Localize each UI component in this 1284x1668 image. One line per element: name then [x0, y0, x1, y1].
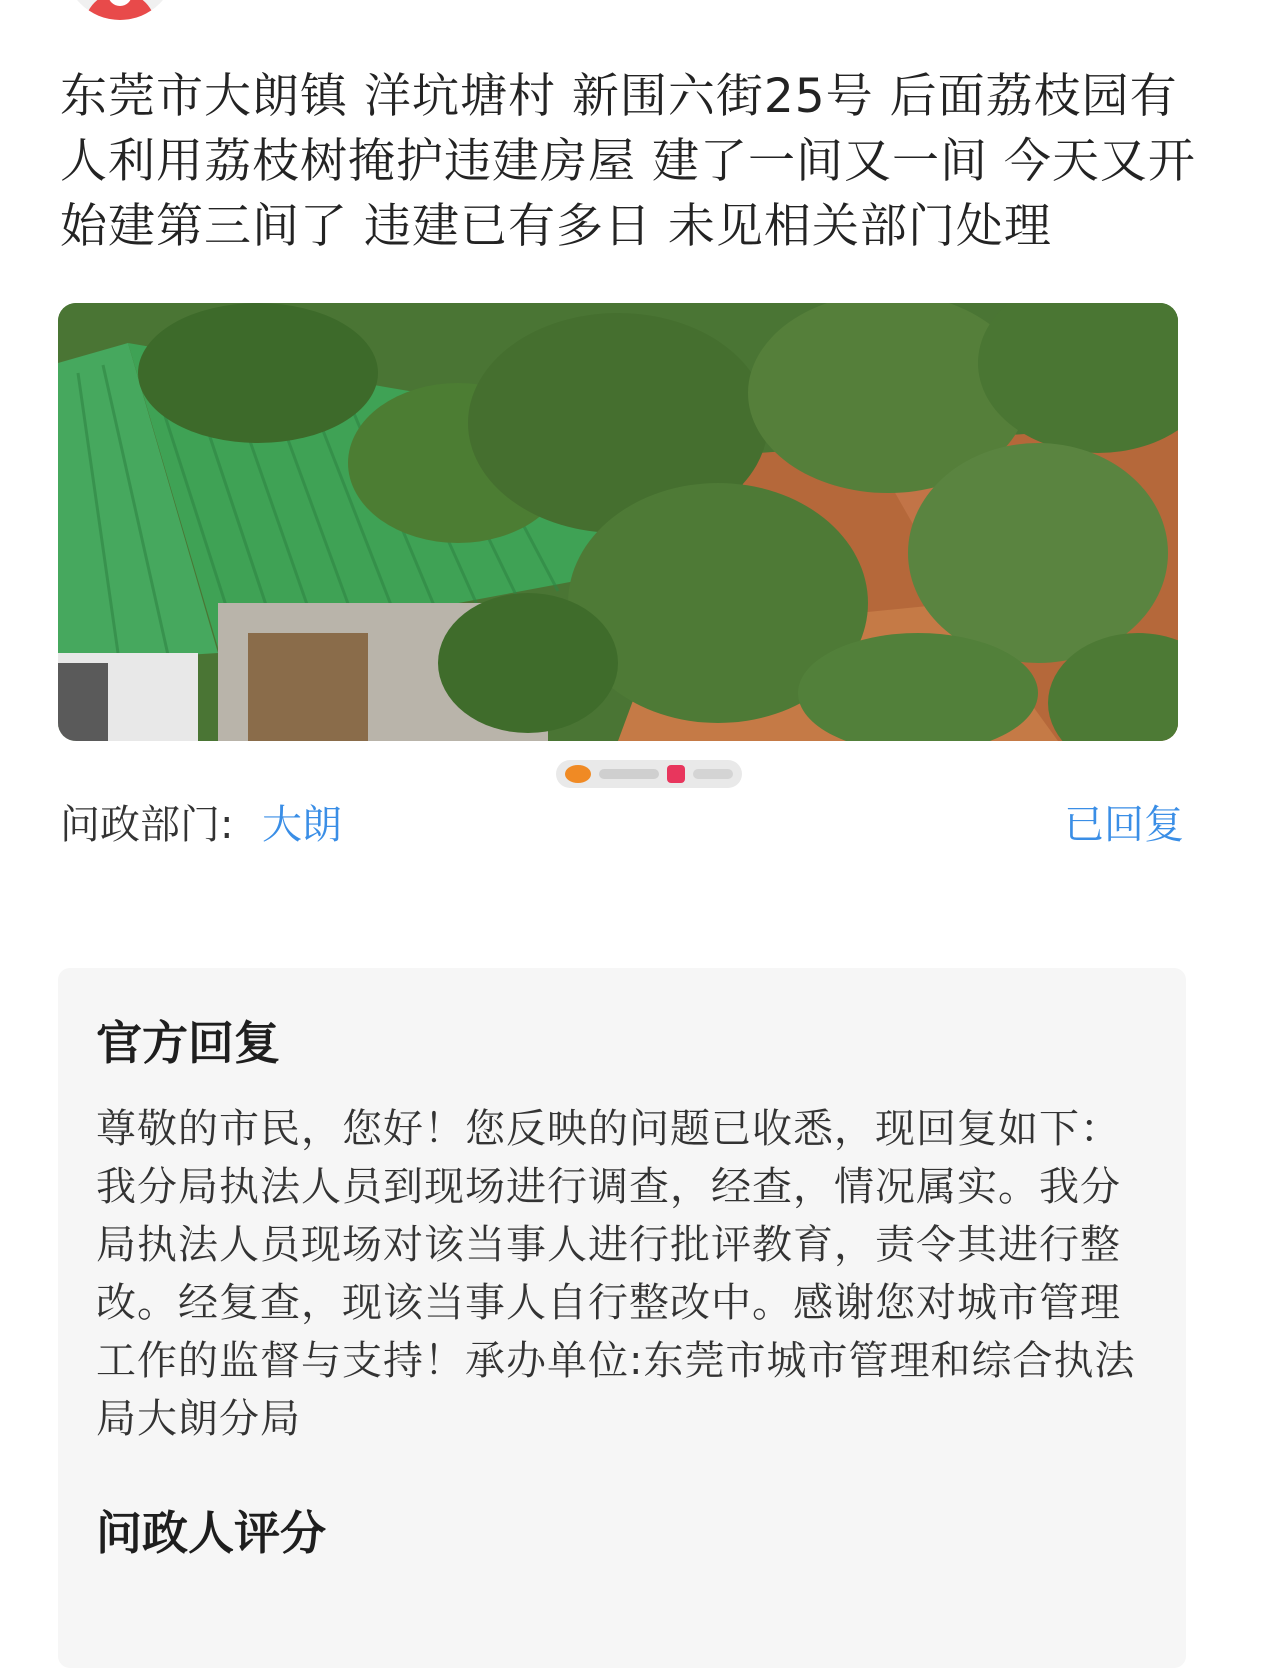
post-text: 东莞市大朗镇 洋坑塘村 新围六街25号 后面荔枝园有人利用荔枝树掩护违建房屋 建了一间又一间 今天又开始建第三间了 违建已有多日 未见相关部门处理	[60, 69, 1196, 254]
avatar[interactable]	[64, 0, 176, 20]
reply-heading: 官方回复	[96, 1016, 280, 1070]
reply-body: 尊敬的市民，您好！您反映的问题已收悉，现回复如下：我分局执法人员到现场进行调查，经查，情况属实。我分局执法人员现场对该当事人进行批评教育，责令其进行整改。经复查，现该当事人自行整改中。感谢您对城市管理工作的监督与支持！承办单位:东莞市城市管理和综合执法局大朗分局	[96, 1106, 1136, 1442]
watermark-logo-shape	[565, 765, 591, 783]
source-watermark-icon	[556, 760, 742, 788]
dept-row	[60, 796, 1184, 854]
reply-status: 已回复	[1064, 802, 1184, 848]
watermark-bar-shape	[693, 769, 733, 779]
watermark-logo-shape	[667, 765, 685, 783]
dept-label: 问政部门:	[60, 802, 234, 848]
dept-link[interactable]: 大朗	[262, 802, 342, 848]
photo-illustration	[58, 303, 1178, 741]
rating-heading: 问政人评分	[96, 1506, 326, 1560]
official-reply-card	[58, 968, 1186, 1668]
watermark-bar-shape	[599, 769, 659, 779]
post-photo[interactable]	[58, 303, 1178, 741]
